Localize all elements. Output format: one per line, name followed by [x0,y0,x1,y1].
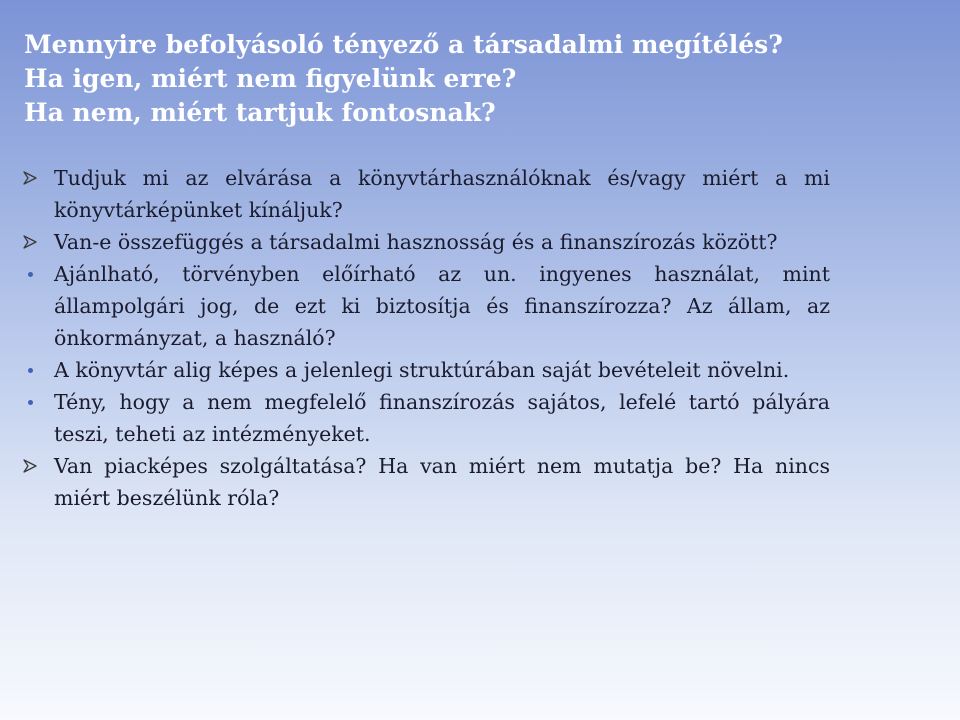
bullet-text: Tény, hogy a nem megfelelő finanszírozás sajátos, lefelé tartó pályára teszi, teheti az intézményeket. [54,390,830,446]
arrow-icon [12,450,48,482]
bullet-item [12,354,830,386]
bullet-text: Van piacképes szolgáltatása? Ha van miért nem mutatja be? Ha nincs miért beszélünk róla? [54,454,830,510]
bullet-text: A könyvtár alig képes a jelenlegi struktúrában saját bevételeit növelni. [54,358,790,382]
title-line-3: Ha nem, miért tartjuk fontosnak? [24,98,496,127]
title-line-1: Mennyire befolyásoló tényező a társadalmi megítélés? [24,30,783,59]
arrow-icon [12,162,48,194]
dot-icon [12,354,48,386]
arrow-icon [12,226,48,258]
bullet-item [12,258,830,354]
bullet-text: Van-e összefüggés a társadalmi hasznosság és a finanszírozás között? [54,230,778,254]
bullet-item [12,162,830,226]
dot-icon [12,386,48,418]
bullet-text: Tudjuk mi az elvárása a könyvtárhasználóknak és/vagy miért a mi könyvtárképünket kínáljuk? [54,166,830,222]
bullet-list [12,162,830,514]
dot-icon [12,258,48,290]
title-line-2: Ha igen, miért nem figyelünk erre? [24,64,517,93]
slide-title [24,28,924,130]
bullet-item [12,226,830,258]
bullet-item [12,386,830,450]
bullet-text: Ajánlható, törvényben előírható az un. ingyenes használat, mint állampolgári jog, de ezt ki biztosítja és finanszírozza? Az állam, az önkormányzat, a használó? [54,262,830,350]
bullet-item [12,450,830,514]
